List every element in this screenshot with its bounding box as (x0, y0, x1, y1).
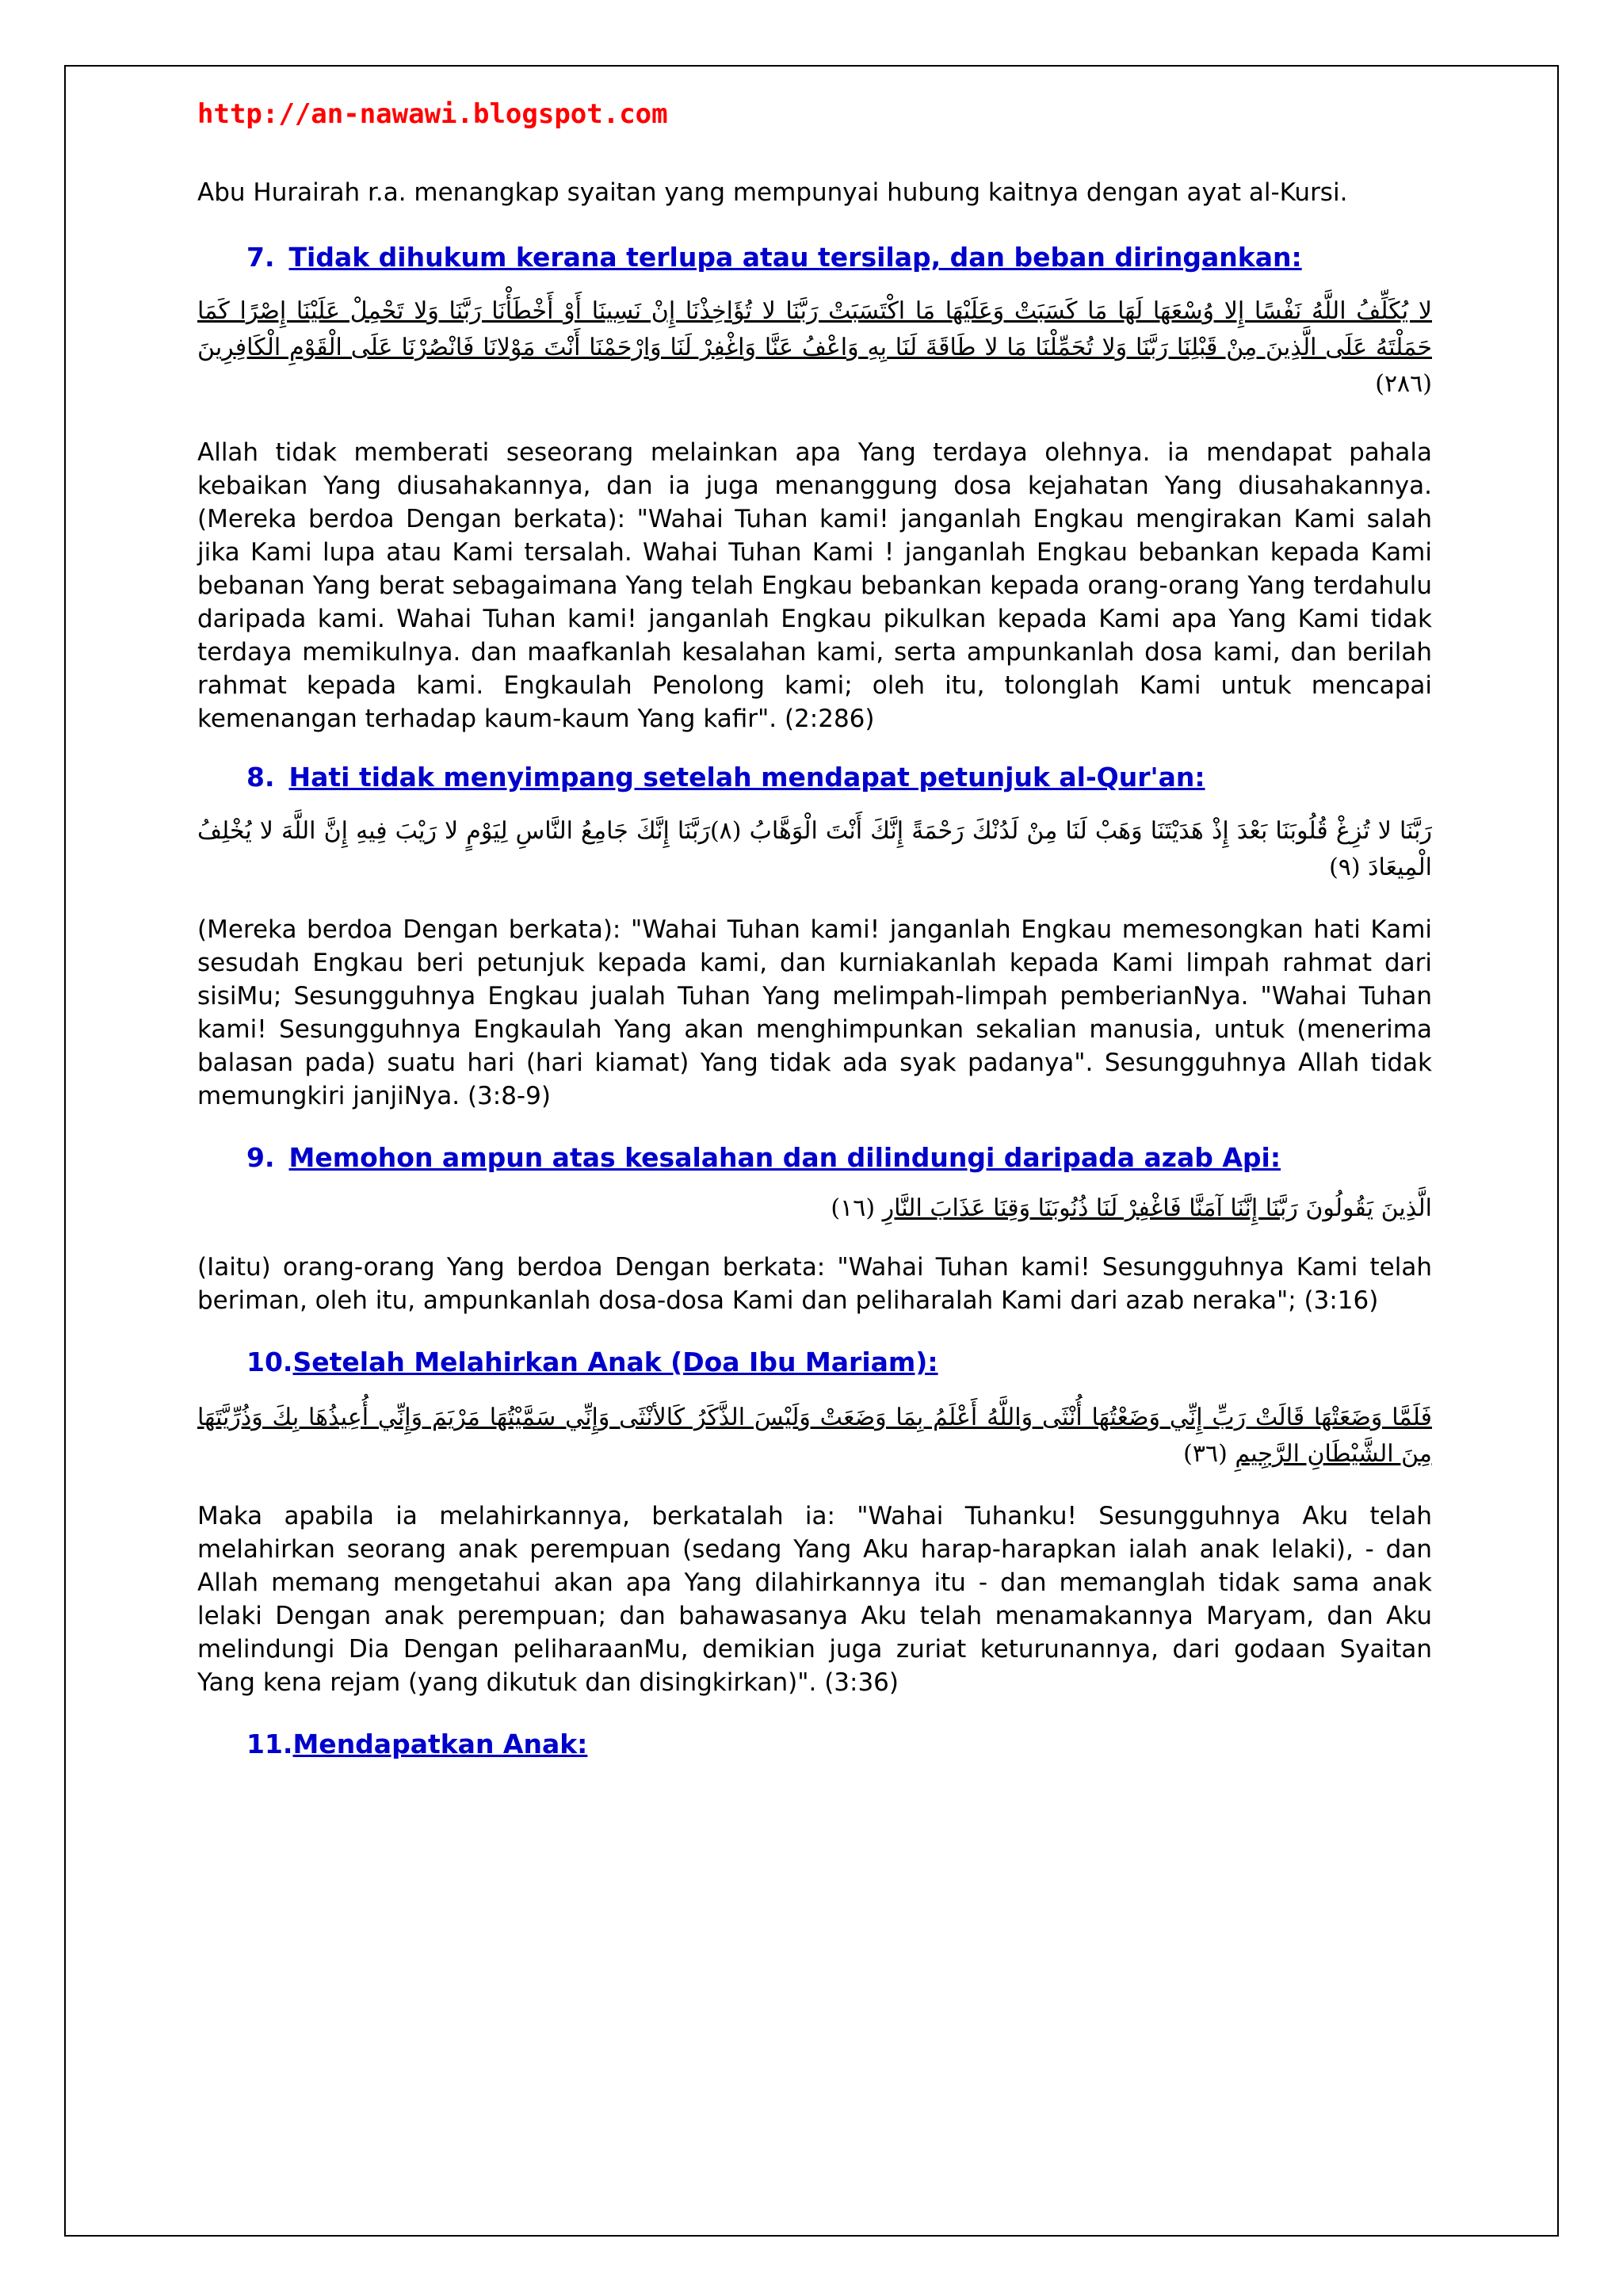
verse-number: (٢٨٦) (1375, 370, 1432, 398)
section-8-heading[interactable] (197, 759, 1432, 796)
section-8-arabic-verse (197, 813, 1432, 886)
section-10-arabic-verse (197, 1400, 1432, 1473)
section-9-arabic-verse (197, 1190, 1432, 1227)
section-8-translation: (Mereka berdoa Dengan berkata): "Wahai Tuhan kami! janganlah Engkau memesongkan hati Kami sesudah Engkau beri petunjuk kepada kami, dan kurniakanlah kepada Kami limpah rahmat dari sisiMu; Sesungguhnya Engkau jualah Tuhan Yang melimpah-limpah pemberianNya. "Wahai Tuhan kami! Sesungguhnya Engkaulah Yang akan menghimpunkan sekalian manusia, untuk (menerima balasan pada) suatu hari (hari kiamat) Yang tidak ada syak padanya". Sesungguhnya Allah tidak memungkiri janjiNya. (3:8-9) (197, 915, 1432, 1110)
section-title-link[interactable]: Memohon ampun atas kesalahan dan dilindungi daripada azab Api: (288, 1142, 1281, 1173)
section-7-arabic-verse (197, 293, 1432, 403)
arabic-verse-text: فَلَمَّا وَضَعَتْهَا قَالَتْ رَبِّ إِنِّي وَضَعْتُهَا أُنْثَى وَاللَّهُ أَعْلَمُ بِمَا وَضَعَتْ وَلَيْسَ الذَّكَرُ كَالأنْثَى وَإِنِّي سَمَّيْتُهَا مَرْيَمَ وَإِنِّي أُعِيذُهَا بِكَ وَذُرِّيَّتَهَا مِنَ الشَّيْطَانِ الرَّجِيمِ (197, 1404, 1432, 1468)
section-10-translation: Maka apabila ia melahirkannya, berkatalah ia: "Wahai Tuhanku! Sesungguhnya Aku telah melahirkan seorang anak perempuan (sedang Yang Aku harap-harapkan ialah anak lelaki), - dan Allah memang mengetahui akan apa Yang dilahirkannya itu - dan memanglah tidak sama anak lelaki Dengan anak perempuan; dan bahawasanya Aku telah menamakannya Maryam, dan Aku melindungi Dia Dengan peliharaanMu, demikian juga zuriat keturunannya, dari godaan Syaitan Yang kena rejam (yang dikutuk dan disingkirkan)". (3:36) (197, 1502, 1432, 1697)
arabic-verse-text: رَبَّنَا إِنَّنَا آمَنَّا فَاغْفِرْ لَنَا ذُنُوبَنَا وَقِنَا عَذَابَ النَّارِ (882, 1194, 1298, 1222)
intro-paragraph: Abu Hurairah r.a. menangkap syaitan yang mempunyai hubung kaitnya dengan ayat al-Kursi. (197, 178, 1348, 207)
section-title-link[interactable]: Mendapatkan Anak: (292, 1729, 588, 1759)
section-number: 7. (246, 242, 275, 273)
section-number: 8. (246, 762, 275, 793)
verse-number: (١٦) (831, 1194, 883, 1222)
section-9-translation: (Iaitu) orang-orang Yang berdoa Dengan berkata: "Wahai Tuhan kami! Sesungguhnya Kami telah beriman, oleh itu, ampunkanlah dosa-dosa Kami dan peliharalah Kami dari azab neraka"; (3:16) (197, 1253, 1432, 1315)
section-7-translation: Allah tidak memberati seseorang melainkan apa Yang terdaya olehnya. ia mendapat pahala kebaikan Yang diusahakannya, dan ia juga menanggung dosa kejahatan Yang diusahakannya. (Mereka berdoa Dengan berkata): "Wahai Tuhan kami! janganlah Engkau mengirakan Kami salah jika Kami lupa atau Kami tersalah. Wahai Tuhan Kami ! janganlah Engkau bebankan kepada Kami bebanan Yang berat sebagaimana Yang telah Engkau bebankan kepada orang-orang Yang terdahulu daripada kami. Wahai Tuhan kami! janganlah Engkau pikulkan kepada Kami apa Yang Kami tidak terdaya memikulnya. dan maafkanlah kesalahan kami, serta ampunkanlah dosa kami, dan berilah rahmat kepada kami. Engkaulah Penolong kami; oleh itu, tolonglah Kami untuk mencapai kemenangan terhadap kaum-kaum Yang kafir". (2:286) (197, 438, 1432, 733)
section-number: 9. (246, 1142, 275, 1173)
section-number: 11. (246, 1729, 293, 1759)
site-url-link[interactable]: http://an-nawawi.blogspot.com (197, 98, 668, 130)
section-11-heading[interactable] (197, 1726, 1432, 1763)
section-title-link[interactable]: Tidak dihukum kerana terlupa atau tersilap, dan beban diringankan: (288, 242, 1302, 273)
section-title-link[interactable]: Hati tidak menyimpang setelah mendapat petunjuk al-Qur'an: (288, 762, 1205, 793)
section-number: 10. (246, 1347, 293, 1377)
section-9-heading[interactable] (197, 1140, 1432, 1176)
section-10-heading[interactable] (197, 1344, 1432, 1381)
document-body (197, 95, 1432, 1763)
section-7-heading[interactable] (197, 239, 1432, 276)
arabic-verse-text: رَبَّنَا لا تُزِغْ قُلُوبَنَا بَعْدَ إِذْ هَدَيْتَنَا وَهَبْ لَنَا مِنْ لَدُنْكَ رَحْمَةً إِنَّكَ أَنْتَ الْوَهَّابُ (٨)رَبَّنَا إِنَّكَ جَامِعُ النَّاسِ لِيَوْمٍ لا رَيْبَ فِيهِ إِنَّ اللَّهَ لا يُخْلِفُ الْمِيعَادَ (٩) (197, 817, 1432, 881)
section-title-link[interactable]: Setelah Melahirkan Anak (Doa Ibu Mariam): (292, 1347, 938, 1377)
arabic-verse-prefix: الَّذِينَ يَقُولُونَ (1297, 1194, 1432, 1222)
verse-number: (٣٦) (1183, 1440, 1235, 1468)
arabic-verse-text: لا يُكَلِّفُ اللَّهُ نَفْسًا إِلا وُسْعَهَا لَهَا مَا كَسَبَتْ وَعَلَيْهَا مَا اكْتَسَبَتْ رَبَّنَا لا تُؤَاخِذْنَا إِنْ نَسِينَا أَوْ أَخْطَأْنَا رَبَّنَا وَلا تَحْمِلْ عَلَيْنَا إِصْرًا كَمَا حَمَلْتَهُ عَلَى الَّذِينَ مِنْ قَبْلِنَا رَبَّنَا وَلا تُحَمِّلْنَا مَا لا طَاقَةَ لَنَا بِهِ وَاعْفُ عَنَّا وَاغْفِرْ لَنَا وَارْحَمْنَا أَنْتَ مَوْلانَا فَانْصُرْنَا عَلَى الْقَوْمِ الْكَافِرِينَ (197, 297, 1432, 361)
